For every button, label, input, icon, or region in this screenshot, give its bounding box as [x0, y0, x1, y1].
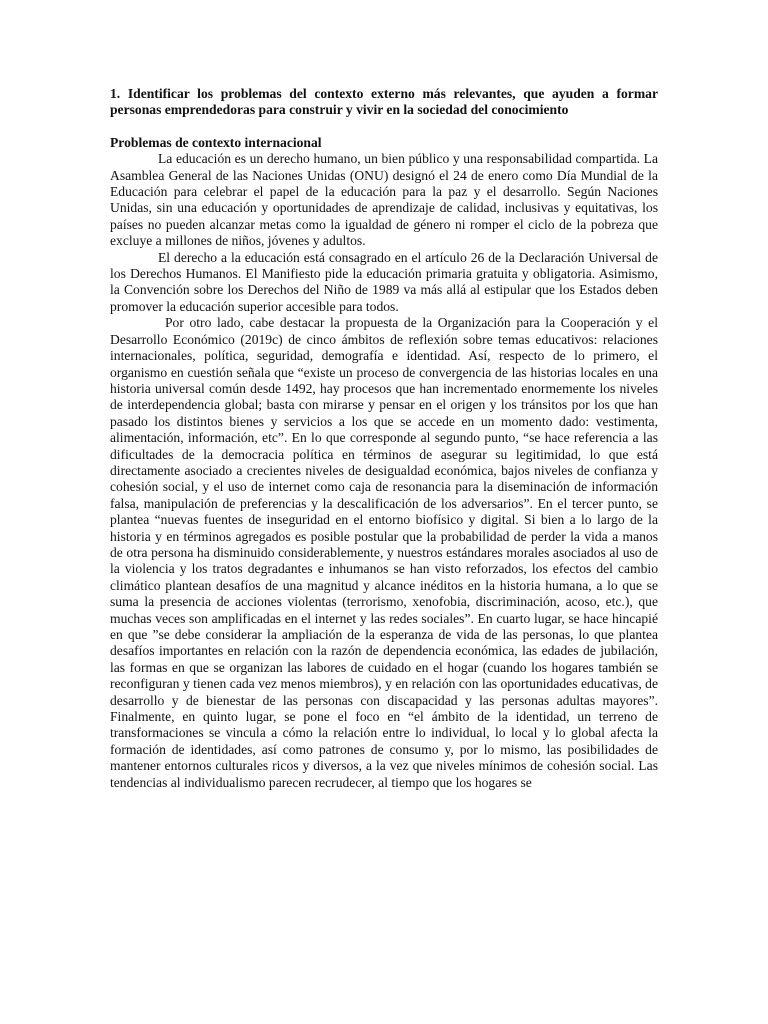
paragraph-education-right: La educación es un derecho humano, un bien público y una responsabilidad compartida. La Asamblea General de las Naciones Unidas (ONU) designó el 24 de enero como Día Mundial de la Educación para celebrar el papel de la educación para la paz y el desarrollo. Según Naciones Unidas, sin una educación y oportunidades de aprendizaje de calidad, inclusivas y equitativas, los países no pueden alcanzar metas como la igualdad de género ni romper el ciclo de la pobreza que excluye a millones de niños, jóvenes y adultos. — [110, 151, 658, 249]
paragraph-declaration: El derecho a la educación está consagrado en el artículo 26 de la Declaración Universal de los Derechos Humanos. El Manifiesto pide la educación primaria gratuita y obligatoria. Asimismo, la Convención sobre los Derechos del Niño de 1989 va más allá al estipular que los Estados deben promover la educación superior accesible para todos. — [110, 249, 658, 314]
document-body — [110, 86, 658, 791]
paragraph-ocde-proposal: Por otro lado, cabe destacar la propuesta de la Organización para la Cooperación y el Desarrollo Económico (2019c) de cinco ámbitos de reflexión sobre temas educativos: relaciones internacionales, política, seguridad, demografía e identidad. Así, respecto de lo primero, el organismo en cuestión señala que “existe un proceso de convergencia de las historias locales en una historia universal común desde 1492, hay procesos que han incrementado enormemente los niveles de interdependencia global; basta con mirarse y pensar en el origen y los tránsitos por los que han pasado los distintos bienes y servicios a los que se accede en un momento dado: vestimenta, alimentación, información, etc”. En lo que corresponde al segundo punto, “se hace referencia a las dificultades de la democracia política en términos de asegurar su legitimidad, lo que está directamente asociado a crecientes niveles de desigualdad económica, bajos niveles de confianza y cohesión social, y el uso de internet como caja de resonancia para la diseminación de información falsa, manipulación de preferencias y la descalificación de los adversarios”. En el tercer punto, se plantea “nuevas fuentes de inseguridad en el entorno biofísico y digital. Si bien a lo largo de la historia y en términos agregados es posible postular que la probabilidad de perder la vida a manos de otra persona ha disminuido considerablemente, y nuestros estándares morales asociados al uso de la violencia y los tratos degradantes e inhumanos se han visto reforzados, los efectos del cambio climático plantean desafíos de una magnitud y alcance inéditos en la historia humana, a lo que se suma la presencia de acciones violentas (terrorismo, xenofobia, discriminación, acoso, etc.), que muchas veces son amplificadas en el internet y las redes sociales”. En cuarto lugar, se hace hincapié en que ”se debe considerar la ampliación de la esperanza de vida de las personas, lo que plantea desafíos importantes en relación con la razón de dependencia económica, las edades de jubilación, las formas en que se organizan las labores de cuidado en el hogar (cuando los hogares también se reconfiguran y tienen cada vez menos miembros), y en relación con las oportunidades educativas, de desarrollo y de bienestar de las personas con discapacidad y las personas adultas mayores”. Finalmente, en quinto lugar, se pone el foco en “el ámbito de la identidad, un terreno de transformaciones se vincula a cómo la relación entre lo individual, lo local y lo global afecta la formación de identidades, así como patrones de consumo y, por lo mismo, las posibilidades de mantener entornos culturales ricos y diversos, a la vez que niveles mínimos de cohesión social. Las tendencias al individualismo parecen recrudecer, al tiempo que los hogares se — [110, 315, 658, 790]
subsection-heading: Problemas de contexto internacional — [110, 134, 322, 150]
section-heading: 1. Identificar los problemas del contexto externo más relevantes, que ayuden a formar personas emprendedoras para construir y vivir en la sociedad del conocimiento — [110, 86, 658, 118]
